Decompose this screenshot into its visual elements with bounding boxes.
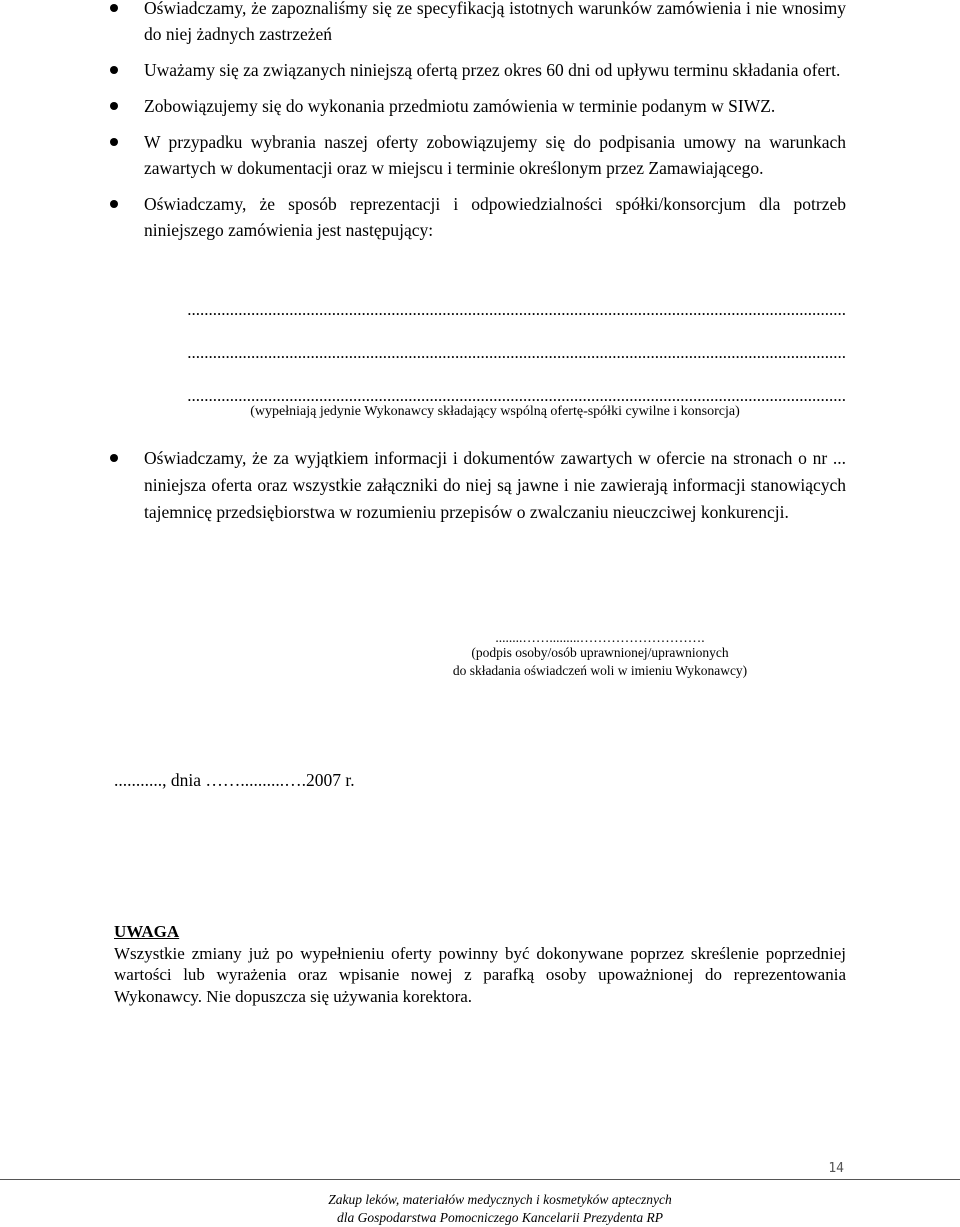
footer-divider — [0, 1179, 960, 1180]
bullet-icon — [110, 4, 118, 12]
footer-line-2: dla Gospodarstwa Pomocniczego Kancelarii Prezydenta RP — [336, 1210, 664, 1225]
warning-section — [114, 921, 846, 1007]
fill-line-1: ........................................................................................................................................................... — [187, 300, 846, 319]
bullet-icon — [110, 138, 118, 146]
signature-caption-line-2: do składania oświadczeń woli w imieniu Wykonawcy) — [452, 663, 748, 678]
confidentiality-list — [110, 445, 846, 526]
statements-list — [110, 0, 846, 243]
statement-text: Uważamy się za związanych niniejszą ofertą przez okres 60 dni od upływu terminu składania ofert. — [144, 60, 841, 80]
fill-line-2: ........................................................................................................................................................... — [187, 343, 846, 362]
statement-text: W przypadku wybrania naszej oferty zobowiązujemy się do podpisania umowy na warunkach zawartych w dokumentacji oraz w miejscu i terminie określonym przez Zamawiającego. — [144, 132, 846, 178]
bullet-icon — [110, 102, 118, 110]
statement-binding-period — [110, 57, 846, 83]
statement-confidentiality — [110, 445, 846, 526]
bullet-icon — [110, 454, 118, 462]
page-number: 14 — [828, 1161, 844, 1176]
statement-text: Oświadczamy, że sposób reprezentacji i odpowiedzialności spółki/konsorcjum dla potrzeb niniejszego zamówienia jest następujący: — [144, 194, 846, 240]
bullet-icon — [110, 66, 118, 74]
signature-dots: ........…….........………………………. — [495, 630, 705, 645]
statement-text: Oświadczamy, że za wyjątkiem informacji i dokumentów zawartych w ofercie na stronach o nr ... niniejsza oferta oraz wszystkie załączniki do niej są jawne i nie zawierają informacji stanowiących tajemnicę przedsiębiorstwa w rozumieniu przepisów o zwalczaniu nieuczciwej konkurencji. — [144, 448, 846, 522]
footer — [240, 1191, 760, 1227]
statement-deadline — [110, 93, 846, 119]
statement-representation — [110, 191, 846, 243]
statement-text: Zobowiązujemy się do wykonania przedmiotu zamówienia w terminie podanym w SIWZ. — [144, 96, 776, 116]
footer-line-1: Zakup leków, materiałów medycznych i kosmetyków aptecznych — [328, 1192, 672, 1207]
statement-specification — [110, 0, 846, 47]
statement-text: Oświadczamy, że zapoznaliśmy się ze specyfikacją istotnych warunków zamówienia i nie wnosimy do niej żadnych zastrzeżeń — [144, 0, 846, 44]
warning-heading: UWAGA — [114, 922, 180, 941]
warning-text: Wszystkie zmiany już po wypełnieniu oferty powinny być dokonywane poprzez skreślenie poprzedniej wartości lub wyrażenia oraz wpisanie nowej z parafką osoby upoważnionej do reprezentowania Wykonawcy. Nie dopuszcza się używania korektora. — [114, 943, 846, 1006]
statement-contract-signing — [110, 129, 846, 181]
fill-line-3: ........................................................................................................................................................... — [187, 386, 846, 405]
date-line: ..........., dnia ……..........….2007 r. — [114, 770, 355, 790]
signature-caption-line-1: (podpis osoby/osób uprawnionej/uprawnionych — [471, 645, 729, 660]
fill-note: (wypełniają jedynie Wykonawcy składający wspólną ofertę-spółki cywilne i konsorcja) — [250, 404, 740, 419]
bullet-icon — [110, 200, 118, 208]
